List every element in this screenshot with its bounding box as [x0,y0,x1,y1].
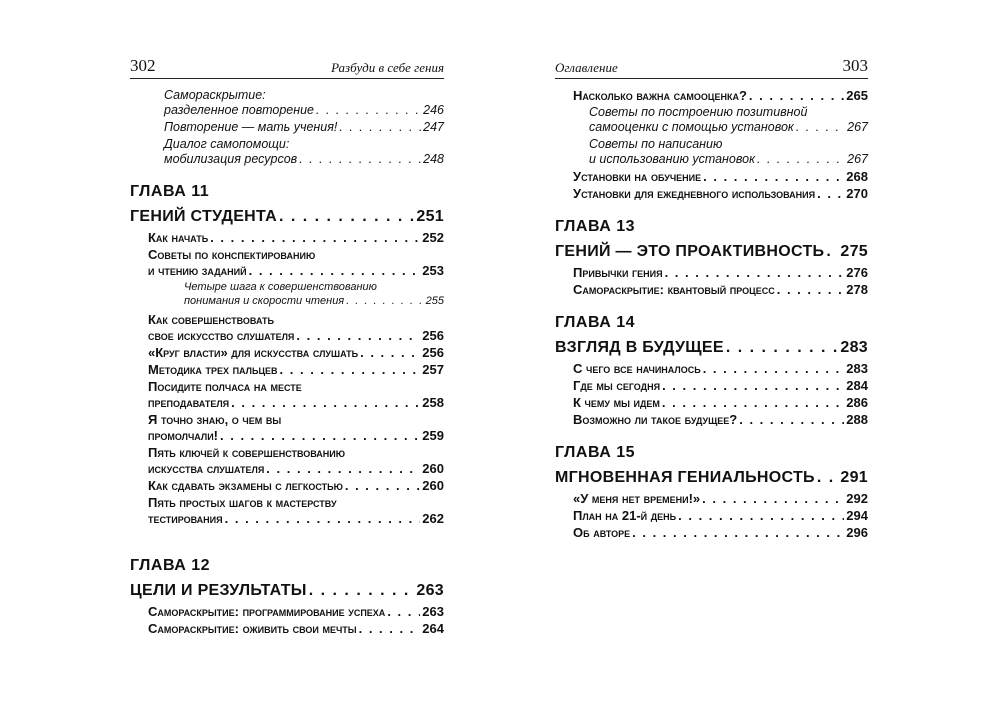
dot-leader [739,412,844,428]
toc-entry[interactable]: Пять простых шагов к мастерству тестирования . . . 262 [148,495,444,527]
chapter-label: ГЛАВА 12 [130,557,211,574]
dot-leader [220,428,420,444]
toc-entry[interactable]: Как сдавать экзамены с легкостью . . . 260 [148,478,444,494]
toc-entry[interactable]: Я точно знаю, о чем вы промолчали! . . . 259 [148,412,444,444]
toc-entry[interactable]: Привычки гения . . . 276 [573,265,868,281]
page-ref: 256 [422,328,444,343]
chapter-label: ГЛАВА 11 [130,183,210,200]
dot-leader [726,338,839,358]
page-ref: 246 [423,103,444,117]
page-ref: 267 [847,152,868,166]
page-ref: 247 [423,120,444,134]
dot-leader [309,581,415,601]
dot-leader [817,186,844,202]
page-ref: 263 [422,604,444,619]
page-ref: 251 [416,208,444,225]
page-ref: 296 [846,525,868,540]
toc-list [555,88,868,541]
toc-entry[interactable]: «У меня нет времени!» . . . 292 [573,491,868,507]
dot-leader [703,361,845,377]
toc-entry[interactable]: Самораскрытие: квантовый процесс . . . 278 [573,282,868,298]
toc-entry[interactable]: Пять ключей к совершенствованию искусства слушателя . . . 260 [148,445,444,477]
dot-leader [345,478,420,494]
dot-leader [703,169,844,185]
toc-entry[interactable]: Насколько важна самооценка? . . . 265 [573,88,868,104]
toc-entry[interactable]: Установки для ежедневного использования . . . 270 [573,186,868,202]
dot-leader [249,263,421,279]
chapter-label: ГЛАВА 15 [555,444,636,461]
page-ref: 275 [840,243,868,260]
dot-leader [359,621,421,637]
toc-entry[interactable]: Посидите полчаса на месте преподавателя . . . 258 [148,379,444,411]
page-ref: 263 [416,582,444,599]
dot-leader [387,604,420,620]
chapter-title[interactable]: ЦЕЛИ И РЕЗУЛЬТАТЫ . . . 263 [130,581,444,601]
page-ref: 264 [422,621,444,636]
toc-entry[interactable]: Самораскрытие: программирование успеха . . . 263 [148,604,444,620]
dot-leader [702,491,844,507]
chapter-title[interactable]: ВЗГЛЯД В БУДУЩЕЕ . . . 283 [555,338,868,358]
toc-entry[interactable]: Методика трех пальцев . . . 257 [148,362,444,378]
page-ref: 258 [422,395,444,410]
dot-leader [346,294,423,308]
dot-leader [757,152,845,167]
toc-entry[interactable]: Диалог самопомощи: мобилизация ресурсов . . . 248 [164,137,444,167]
toc-entry[interactable]: Советы по написанию и использованию установок . . . 267 [589,137,868,167]
chapter-title[interactable]: ГЕНИЙ — ЭТО ПРОАКТИВНОСТЬ . . . 275 [555,242,868,262]
toc-entry[interactable]: Повторение — мать учения! . . . 247 [164,120,444,135]
dot-leader [299,152,421,167]
chapter-title[interactable]: МГНОВЕННАЯ ГЕНИАЛЬНОСТЬ . . . 291 [555,468,868,488]
dot-leader [665,265,845,281]
page-ref: 291 [840,469,868,486]
toc-entry[interactable]: Где мы сегодня . . . 284 [573,378,868,394]
page-ref: 257 [422,362,444,377]
dot-leader [210,230,420,246]
right-page-header [555,52,868,79]
dot-leader [632,525,844,541]
page-ref: 283 [846,361,868,376]
dot-leader [296,328,420,344]
page-ref: 292 [846,491,868,506]
page-ref: 267 [847,120,868,134]
page-ref: 262 [422,511,444,526]
dot-leader [826,242,838,262]
dot-leader [279,207,414,227]
page-ref: 265 [846,88,868,103]
page-ref: 253 [422,263,444,278]
page-ref: 252 [422,230,444,245]
toc-list [130,88,444,637]
page-ref: 255 [425,295,444,307]
page-ref: 268 [846,169,868,184]
left-page [130,52,444,638]
chapter-label: ГЛАВА 13 [555,218,636,235]
page-ref: 286 [846,395,868,410]
toc-entry[interactable]: Об авторе . . . 296 [573,525,868,541]
running-title: Разбуди в себе гения [331,60,444,75]
left-page-header [130,52,444,79]
page-ref: 278 [846,282,868,297]
page-ref: 284 [846,378,868,393]
dot-leader [662,378,844,394]
dot-leader [280,362,421,378]
page-number: 302 [130,56,156,75]
dot-leader [796,120,845,135]
page-ref: 256 [422,345,444,360]
toc-entry[interactable]: План на 21-й день . . . 294 [573,508,868,524]
toc-entry[interactable]: Возможно ли такое будущее? . . . 288 [573,412,868,428]
dot-leader [225,511,421,527]
chapter-title[interactable]: ГЕНИЙ СТУДЕНТА . . . 251 [130,207,444,227]
toc-entry[interactable]: Самораскрытие: разделенное повторение . . . 246 [164,88,444,118]
toc-entry[interactable]: Советы по конспектированию и чтению заданий . . . 253 [148,247,444,279]
toc-entry[interactable]: Установки на обучение . . . 268 [573,169,868,185]
dot-leader [749,88,844,104]
dot-leader [231,395,420,411]
page-ref: 248 [423,152,444,166]
toc-entry[interactable]: К чему мы идем . . . 286 [573,395,868,411]
dot-leader [316,103,421,118]
running-title: Оглавление [555,60,618,75]
dot-leader [777,282,845,298]
page-ref: 260 [422,461,444,476]
page-number: 303 [842,56,868,75]
page-ref: 283 [840,339,868,356]
toc-entry[interactable]: С чего все начиналось . . . 283 [573,361,868,377]
chapter-label: ГЛАВА 14 [555,314,636,331]
page-ref: 259 [422,428,444,443]
dot-leader [360,345,420,361]
dot-leader [339,120,421,135]
dot-leader [678,508,844,524]
page-ref: 294 [846,508,868,523]
dot-leader [662,395,844,411]
toc-entry[interactable]: «Круг власти» для искусства слушать . . . 256 [148,345,444,361]
page-ref: 270 [846,186,868,201]
dot-leader [817,468,839,488]
toc-entry[interactable]: Самораскрытие: оживить свои мечты . . . 264 [148,621,444,637]
right-page [555,52,868,542]
page-ref: 276 [846,265,868,280]
toc-entry[interactable]: Четыре шага к совершенствованию понимания и скорости чтения . . . 255 [184,280,444,308]
page-ref: 288 [846,412,868,427]
toc-entry[interactable]: Как начать . . . 252 [148,230,444,246]
toc-entry[interactable]: Как совершенствовать свое искусство слушателя . . . 256 [148,312,444,344]
dot-leader [266,461,420,477]
page-ref: 260 [422,478,444,493]
toc-entry[interactable]: Советы по построению позитивной самооценки с помощью установок . . . 267 [589,105,868,135]
